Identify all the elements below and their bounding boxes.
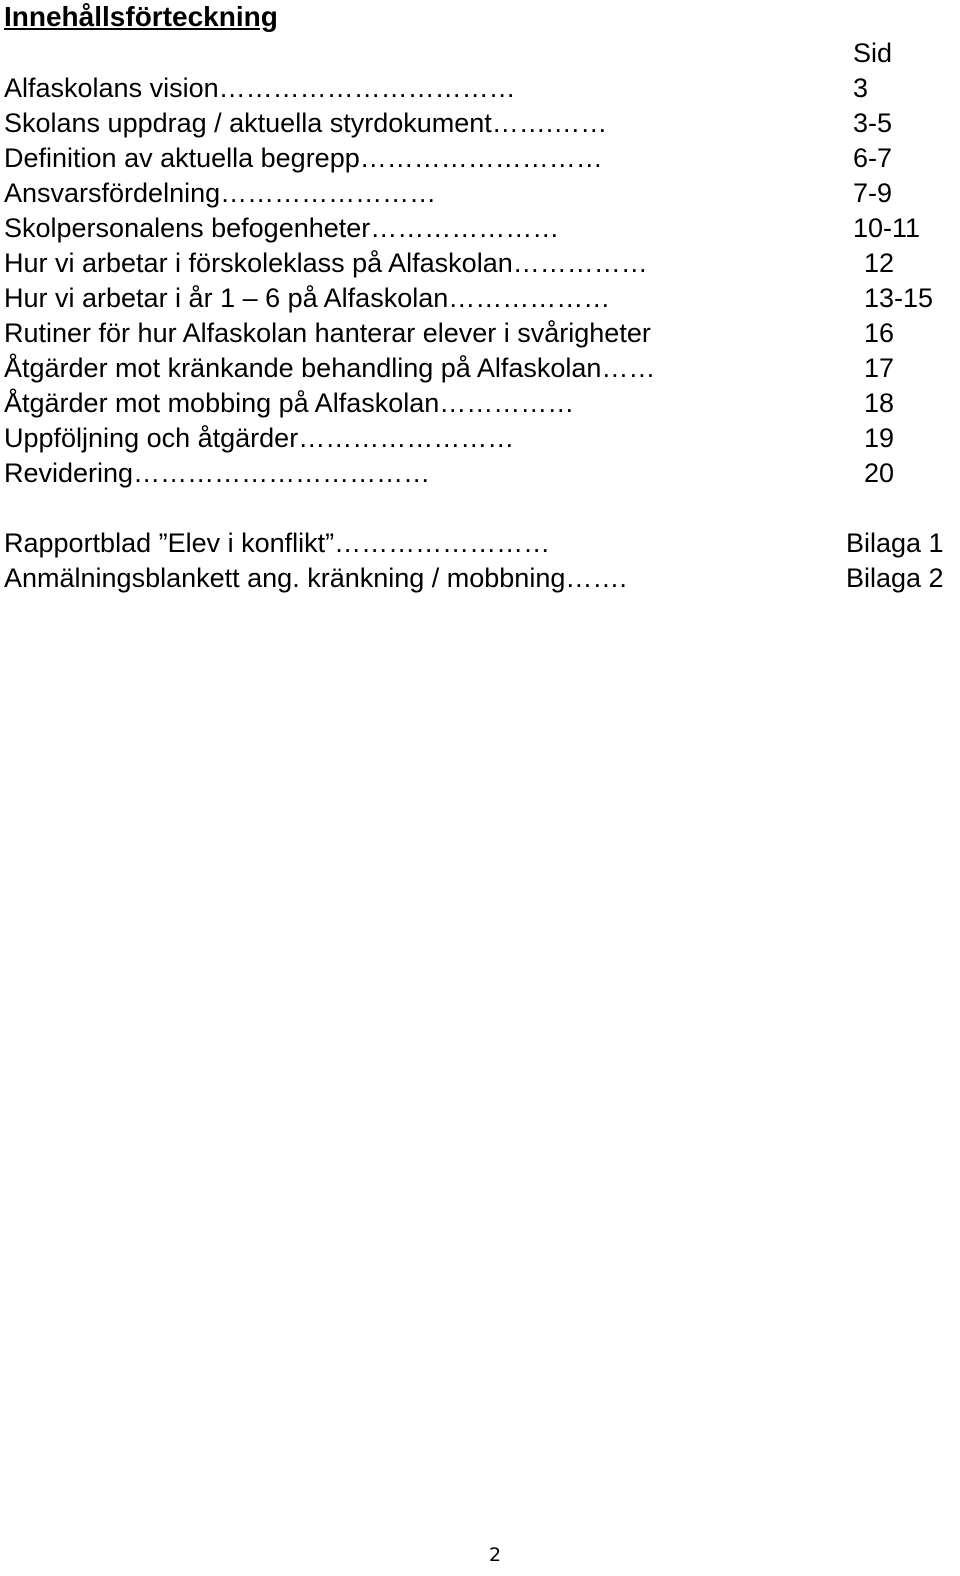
toc-entry <box>4 456 956 491</box>
toc-entry <box>4 141 956 176</box>
page-column-header: Sid <box>853 38 893 68</box>
appendix-entry-text: Anmälningsblankett ang. kränkning / mobbning <box>4 563 566 593</box>
toc-entry-page: 3-5 <box>853 108 893 138</box>
appendix-entry-dots: …………………… <box>334 528 551 558</box>
appendix-entry <box>4 561 956 596</box>
toc-entry-page: 3 <box>853 73 869 103</box>
toc-entry <box>4 316 956 351</box>
toc-entry-text: Åtgärder mot mobbing på Alfaskolan <box>4 388 440 418</box>
toc-entry-dots: …………………… <box>298 423 515 453</box>
toc-entry <box>4 106 956 141</box>
toc-entry-page: 12 <box>864 248 895 278</box>
toc-title: Innehållsförteckning <box>4 1 278 32</box>
toc-entry <box>4 71 956 106</box>
toc-entry-page: 17 <box>864 353 895 383</box>
page-number: 2 <box>489 1544 502 1566</box>
toc-entry-page: 16 <box>864 318 895 348</box>
toc-entry-text: Skolpersonalens befogenheter <box>4 213 371 243</box>
toc-entry-text: Definition av aktuella begrepp <box>4 143 360 173</box>
toc-entry-dots: …………… <box>512 248 648 278</box>
appendix-entry-page: Bilaga 1 <box>846 528 944 558</box>
toc-entry-text: Alfaskolans vision <box>4 73 219 103</box>
toc-entry-text: Ansvarsfördelning <box>4 178 221 208</box>
toc-entry-page: 19 <box>864 423 895 453</box>
toc-entry-text: Uppföljning och åtgärder <box>4 423 299 453</box>
toc-entry-dots: ……………… <box>448 283 611 313</box>
toc-entry-page: 20 <box>864 458 895 488</box>
toc-entry-page: 10-11 <box>853 213 921 243</box>
toc-entry <box>4 386 956 421</box>
toc-entry-text: Rutiner för hur Alfaskolan hanterar elever i svårigheter <box>4 318 651 348</box>
toc-entry-page: 6-7 <box>853 143 893 173</box>
toc-entry-page: 13-15 <box>864 283 934 313</box>
toc-entry-text: Åtgärder mot kränkande behandling på Alfaskolan <box>4 353 602 383</box>
toc-entry-page: 7-9 <box>853 178 893 208</box>
toc-entry <box>4 421 956 456</box>
appendix-entry-text: Rapportblad ”Elev i konflikt” <box>4 528 335 558</box>
toc-entry-dots: ………………… <box>370 213 560 243</box>
toc-entry-text: Revidering <box>4 458 134 488</box>
appendix-entry-page: Bilaga 2 <box>846 563 944 593</box>
toc-entry-dots: …………………………… <box>133 458 431 488</box>
toc-entry <box>4 351 956 386</box>
toc-entry-text: Hur vi arbetar i år 1 – 6 på Alfaskolan <box>4 283 449 313</box>
toc-entry <box>4 246 956 281</box>
toc-entry-dots: …………………… <box>220 178 437 208</box>
toc-entry-dots: ……………………… <box>359 143 603 173</box>
toc-entry <box>4 211 956 246</box>
toc-entry <box>4 176 956 211</box>
toc-entry-dots: …… <box>601 353 656 383</box>
toc-entry-dots: …………… <box>439 388 575 418</box>
appendix-entry-dots: ……. <box>565 563 627 593</box>
toc-entry-dots: …….…… <box>491 108 608 138</box>
toc-entry-page: 18 <box>864 388 895 418</box>
toc-entry <box>4 281 956 316</box>
toc-entry-text: Skolans uppdrag / aktuella styrdokument <box>4 108 492 138</box>
toc-entry-dots: …………………………… <box>218 73 516 103</box>
appendix-entry <box>4 526 956 561</box>
toc-entry-text: Hur vi arbetar i förskoleklass på Alfaskolan <box>4 248 513 278</box>
